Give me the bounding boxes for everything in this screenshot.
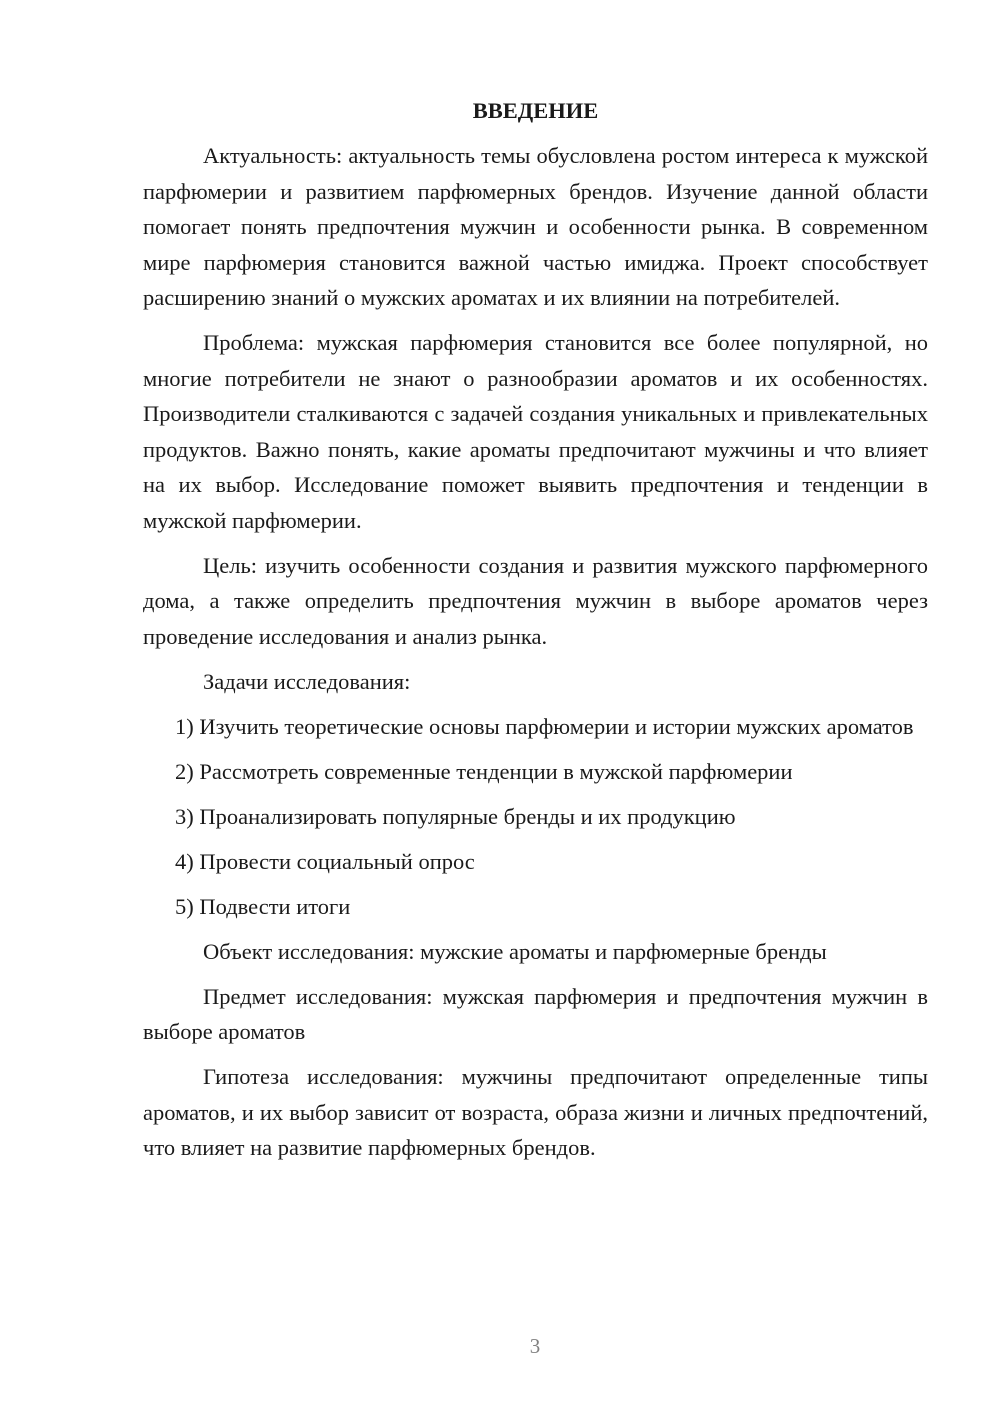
object-paragraph: Объект исследования: мужские ароматы и парфюмерные бренды	[203, 938, 827, 964]
document-body	[143, 93, 928, 1166]
hypothesis-paragraph: Гипотеза исследования: мужчины предпочитают определенные типы ароматов, и их выбор зависит от возраста, образа жизни и личных предпочтений, что влияет на развитие парфюмерных брендов.	[143, 1064, 928, 1160]
goal-paragraph: Цель: изучить особенности создания и развития мужского парфюмерного дома, а также определить предпочтения мужчин в выборе ароматов через проведение исследования и анализ рынка.	[143, 552, 928, 649]
page-number: 3	[529, 1334, 541, 1358]
page-title: ВВЕДЕНИЕ	[472, 98, 599, 123]
subject-paragraph: Предмет исследования: мужская парфюмерия и предпочтения мужчин в выборе ароматов	[143, 983, 928, 1044]
task-item-2: 2) Рассмотреть современные тенденции в мужской парфюмерии	[175, 758, 793, 784]
task-item-4: 4) Провести социальный опрос	[175, 848, 475, 874]
tasks-title: Задачи исследования:	[203, 668, 411, 694]
task-item-3: 3) Проанализировать популярные бренды и их продукцию	[175, 803, 736, 829]
task-item-5: 5) Подвести итоги	[175, 893, 351, 919]
task-item-1: 1) Изучить теоретические основы парфюмерии и истории мужских ароматов	[175, 713, 914, 739]
relevance-paragraph: Актуальность: актуальность темы обусловлена ростом интереса к мужской парфюмерии и развитием парфюмерных брендов. Изучение данной области помогает понять предпочтения мужчин и особенности рынка. В современном мире парфюмерия становится важной частью имиджа. Проект способствует расширению знаний о мужских ароматах и их влиянии на потребителей.	[143, 143, 928, 310]
problem-paragraph: Проблема: мужская парфюмерия становится все более популярной, но многие потребители не знают о разнообразии ароматов и их особенностях. Производители сталкиваются с задачей создания уникальных и привлекательных продуктов. Важно понять, какие ароматы предпочитают мужчины и что влияет на их выбор. Исследование поможет выявить предпочтения и тенденции в мужской парфюмерии.	[143, 330, 928, 533]
